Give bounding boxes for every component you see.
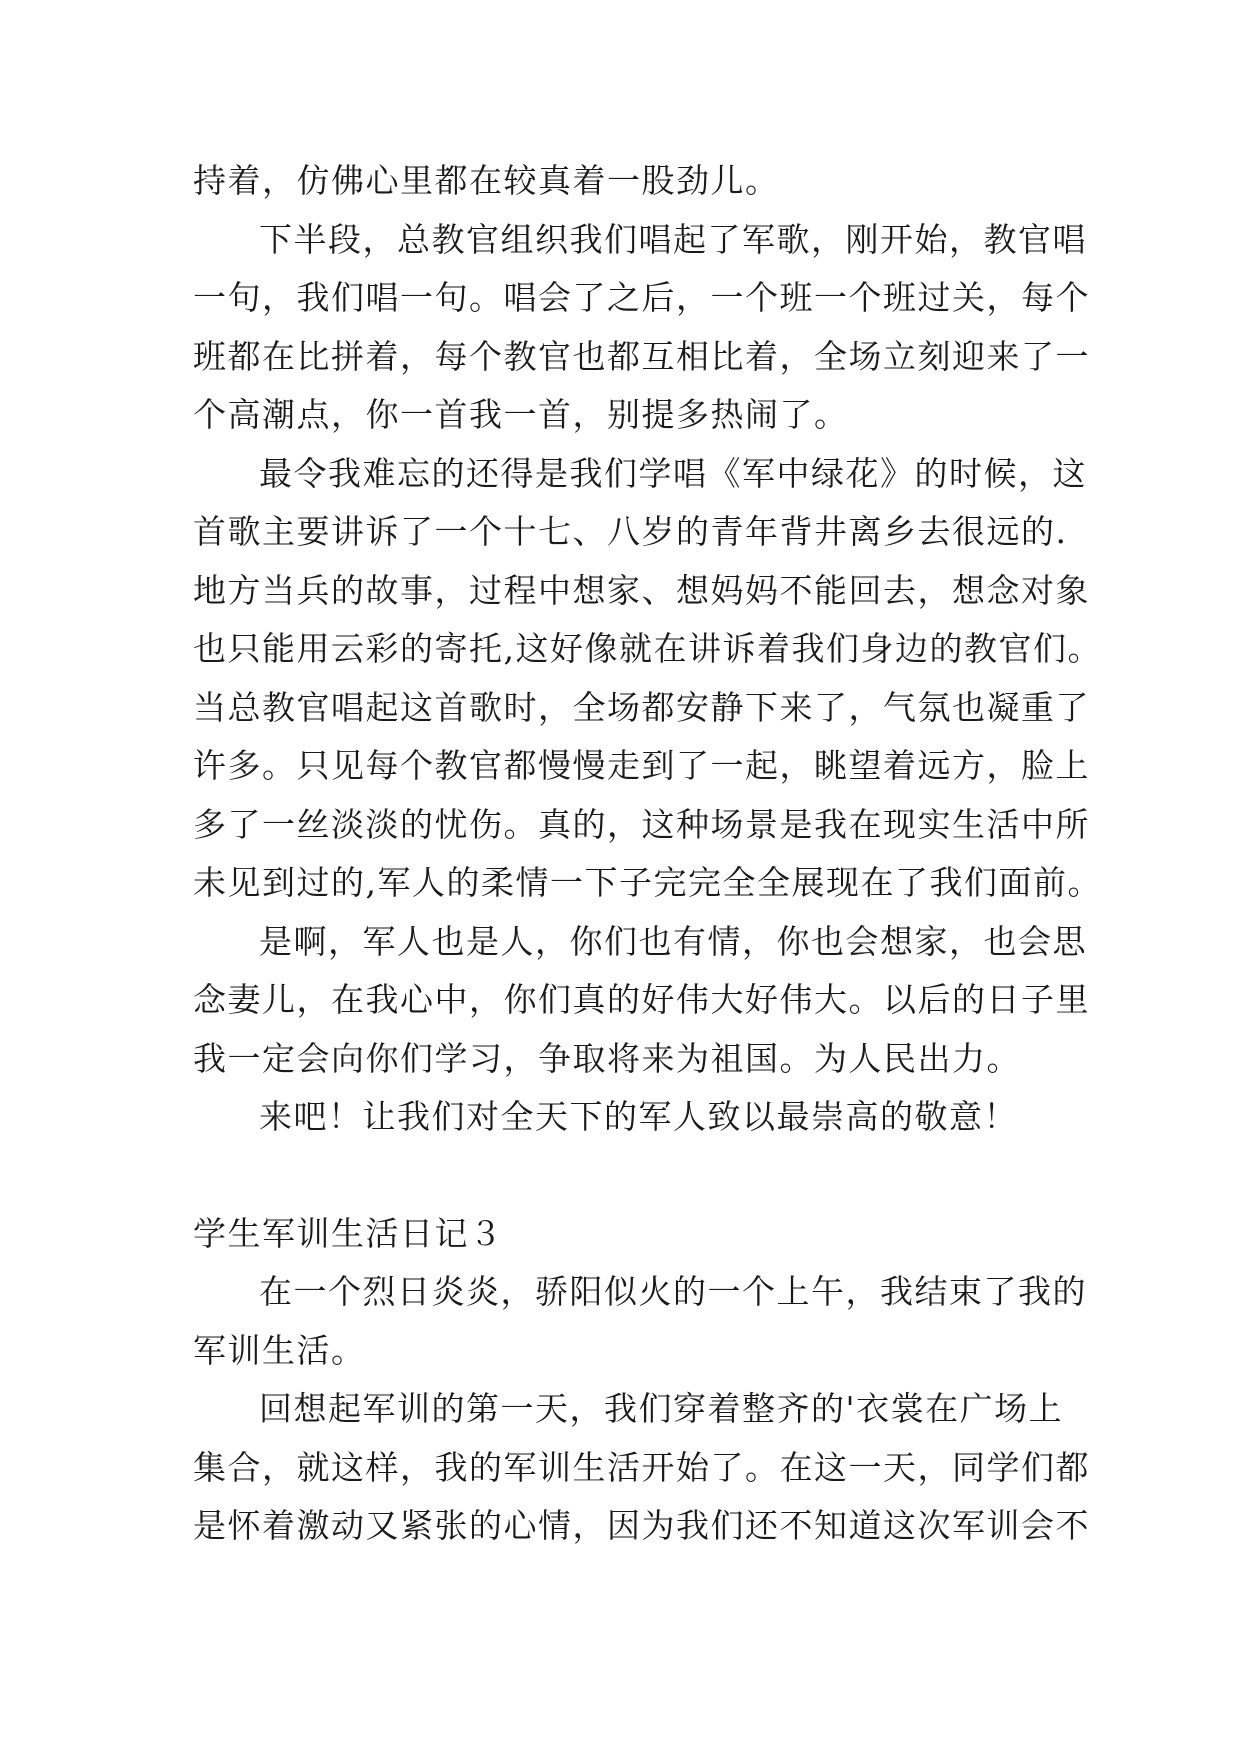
text-line: 当总教官唱起这首歌时，全场都安静下来了，气氛也凝重了 [193,687,1090,727]
section-title: 学生军训生活日记３ [193,1213,504,1253]
text-line: 地方当兵的故事，过程中想家、想妈妈不能回去，想念对象 [193,570,1090,610]
text-line: 是怀着激动又紧张的心情，因为我们还不知道这次军训会不 [193,1506,1090,1545]
paragraph-start-line: 回想起军训的第一天，我们穿着整齐的'衣裳在广场上 [259,1389,1064,1428]
text-line: 念妻儿，在我心中，你们真的好伟大好伟大。以后的日子里 [193,980,1090,1019]
text-line: 集合，就这样，我的军训生活开始了。在这一天，同学们都 [193,1447,1090,1487]
text-line: 也只能用云彩的寄托,这好像就在讲诉着我们身边的教官们。 [193,629,1102,668]
text-line: 个高潮点，你一首我一首，别提多热闹了。 [193,395,849,434]
paragraph-start-line: 在一个烈日炎炎，骄阳似火的一个上午，我结束了我的 [259,1272,1087,1311]
text-line: 军训生活。 [193,1330,366,1370]
section-1 [193,152,1102,1147]
paragraph-start-line: 最令我难忘的还得是我们学唱《军中绿花》的时候，这 [259,453,1087,493]
text-line: 多了一丝淡淡的忧伤。真的，这种场景是我在现实生活中所 [193,804,1090,844]
text-line: 未见到过的,军人的柔情一下子完完全全展现在了我们面前。 [193,863,1102,902]
section-gap [193,1147,1055,1205]
section-2 [193,1205,1090,1556]
paragraph-start-line: 是啊，军人也是人，你们也有情，你也会想家，也会思 [259,921,1087,961]
text-line: 我一定会向你们学习，争取将来为祖国。为人民出力。 [193,1038,1021,1078]
document-page [193,152,1102,1556]
text-line: 持着，仿佛心里都在较真着一股劲儿。 [193,161,780,200]
text-line: 许多。只见每个教官都慢慢走到了一起，眺望着远方，脸上 [193,746,1090,785]
paragraph-start-line: 下半段，总教官组织我们唱起了军歌，刚开始，教官唱 [259,219,1087,259]
text-line: 首歌主要讲诉了一个十七、八岁的青年背井离乡去很远的. [193,512,1068,551]
text-line: 班都在比拼着，每个教官也都互相比着，全场立刻迎来了一 [193,336,1090,376]
paragraph-start-line: 来吧！让我们对全天下的军人致以最崇高的敬意！ [259,1097,1018,1136]
text-line: 一句，我们唱一句。唱会了之后，一个班一个班过关，每个 [193,278,1090,317]
